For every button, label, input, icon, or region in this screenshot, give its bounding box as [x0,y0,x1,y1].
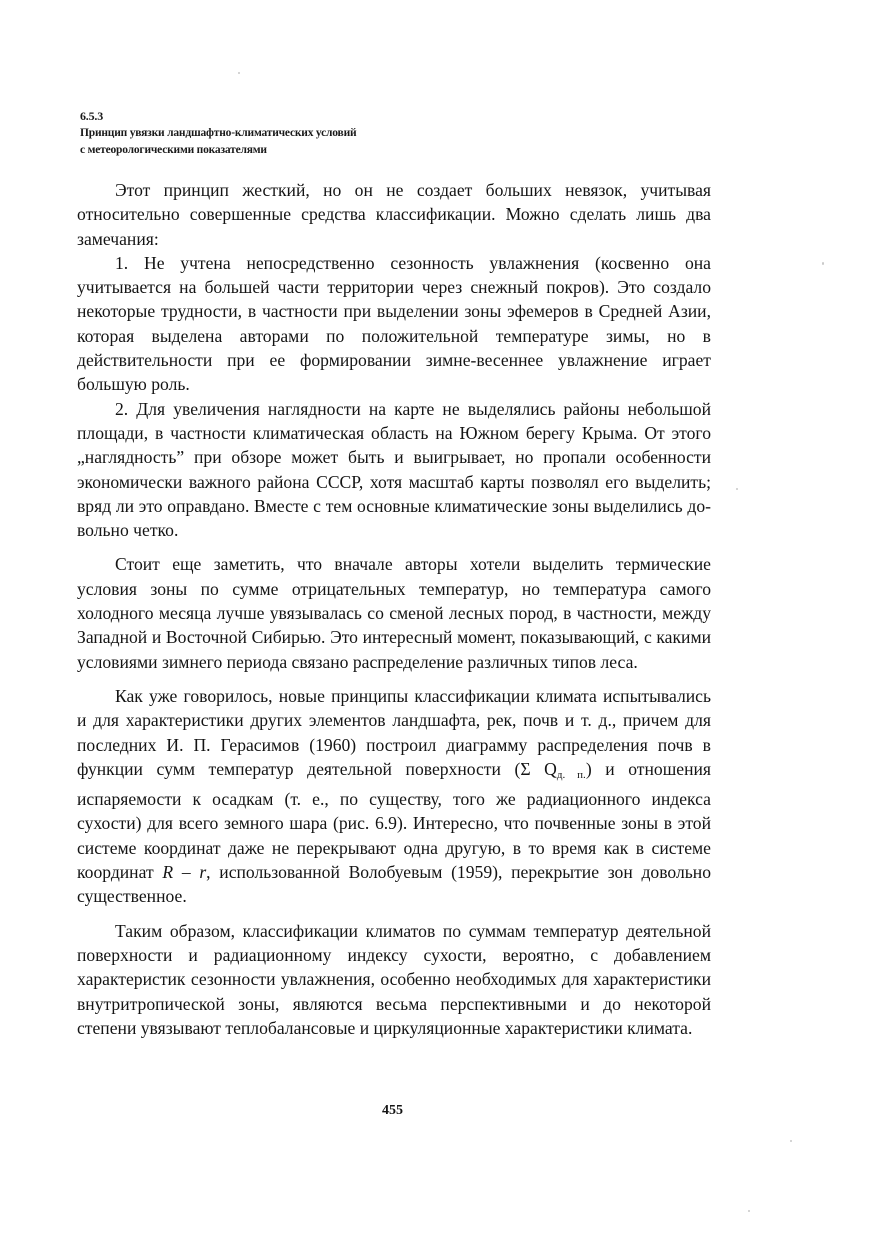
section-header [80,108,500,159]
paragraph-5-part-b: ) и отношения испаряемости к осадкам (т. е., по существу, того же радиационного индекса сухости) для всего земного шара (рис. 6.9). Интересно, что почвенные зоны в этой системе координат даже не перекрывают одна другую, в то время как в системе координат [77,758,711,883]
section-title-line-2: с метеорологическими показателями [80,144,267,156]
paragraph-5-part-a: Как уже говорилось, новые принципы классификации климата испытывались и для характеристики других элементов ландшафта, рек, почв и т. д., причем для последних И. П. Герасимов (1960) построил диаграмму распределения почв в функции сумм температур деятельной поверхности ( [77,685,711,779]
paragraph-5-part-c: , использованной Волобуевым (1959), перекрытие зон довольно существенное. [77,862,711,907]
section-title-line-1: Принцип увязки ландшафтно-климатических условий [80,127,357,139]
paragraph-5 [77,684,711,909]
paragraph-1: Этот принцип жесткий, но он не создает больших невязок, учитывая относительно совершенные средства классификации. Можно сделать лишь два замечания: [77,180,711,249]
paragraph-3: 2. Для увеличения наглядности на карте не выделялись районы небольшой площади, в частности климатическая область на Южном берегу Крыма. От этого „наглядность” при обзоре может быть и выигрывает, но пропали особенности экономически важного района СССР, хотя масштаб карты позволял его выделить; вряд ли это оправдано. Вместе с тем основные климатические зоны выделились довольно четко. [77,398,711,541]
paragraph-6: Таким образом, классификации климатов по суммам температур деятельной поверхности и радиационному индексу сухости, вероятно, с добавлением характеристик сезонности увлажнения, особенно необходимых для характеристики внутритропической зоны, являются весьма перспективными и до некоторой степени увязывают теплобалансовые и циркуляционные характеристики климата. [77,920,711,1038]
sum-symbol: Σ Q [520,758,557,779]
paragraph-4: Стоит еще заметить, что вначале авторы хотели выделить термические условия зоны по сумме отрицательных температур, но температура самого холодного месяца лучше увязывалась со сменой лесных пород, в частности, между Западной и Восточной Сибирью. Это интересный момент, показывающий, с какими условиями зимнего периода связано распределение различных типов леса. [77,554,711,672]
scan-noise-speck [736,488,738,490]
r-minus-r-formula: R – r [162,862,207,883]
scan-noise-speck [748,1210,750,1212]
body-text [77,178,711,1040]
scan-noise-speck [822,262,824,265]
scan-noise-speck [790,1140,792,1142]
sum-subscript: д. п. [556,768,586,781]
page-number: 455 [382,1103,403,1118]
section-number: 6.5.3 [80,109,104,123]
paragraph-2: 1. Не учтена непосредственно сезонность увлажнения (косвенно она учитывается на большей части территории через снежный покров). Это создало некоторые трудности, в частности при выделении зоны эфемеров в Средней Азии, которая выделена авторами по положительной температуре зимы, но в действительности при ее формировании зимне-весеннее увлажнение играет большую роль. [77,252,711,395]
scan-noise-speck [238,72,240,74]
